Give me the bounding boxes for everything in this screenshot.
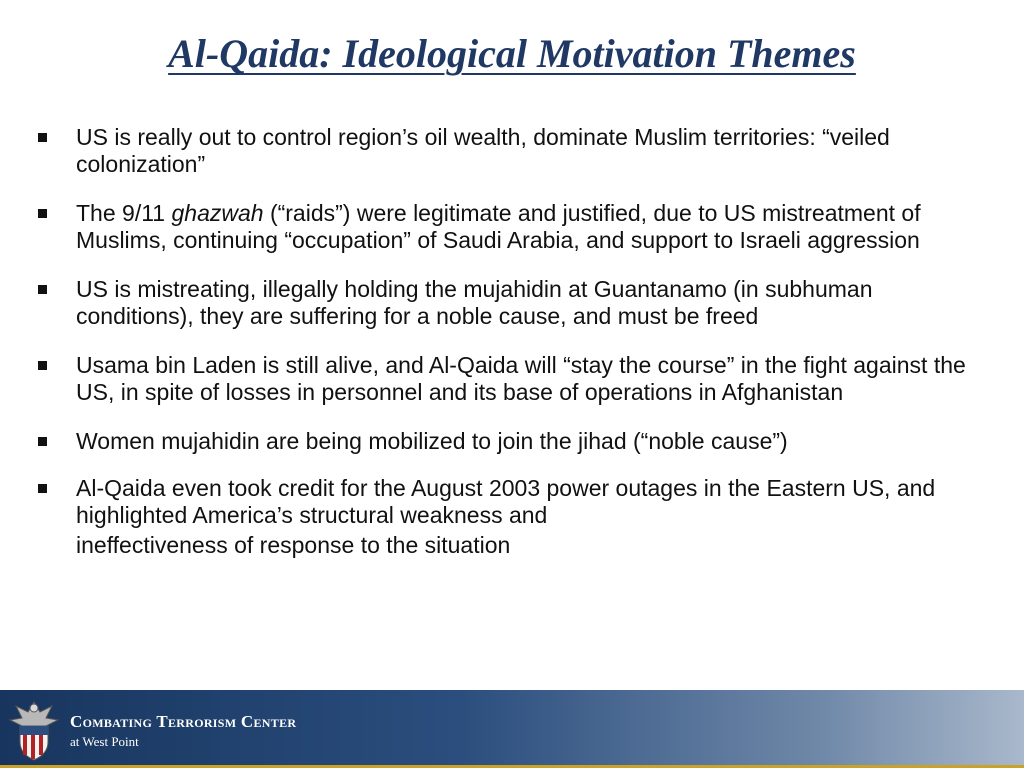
bullet-text: (“raids”) were legitimate and justified, due to US mistreatment of Muslims, continuing “occupation” of Saudi Arabia, and support to Israeli aggression: [76, 200, 921, 253]
bullet-text: Women mujahidin are being mobilized to join the jihad (“noble cause”): [76, 428, 788, 454]
bullet-item: [36, 352, 996, 406]
bullet-text: The 9/11: [76, 200, 172, 226]
square-bullet-icon: [38, 209, 47, 218]
bullet-italic-term: ghazwah: [171, 200, 264, 226]
org-name: Combating Terrorism Center: [70, 712, 297, 731]
bullet-item: [36, 475, 996, 561]
bullet-list: [36, 124, 996, 583]
bullet-item: [36, 124, 996, 178]
bullet-text-last-line: ineffectiveness of response to the situation: [76, 532, 511, 558]
slide-title: Al-Qaida: Ideological Motivation Themes: [168, 31, 856, 76]
org-subtitle: at West Point: [70, 734, 139, 749]
square-bullet-icon: [38, 361, 47, 370]
eagle-crest-icon: [6, 698, 62, 762]
square-bullet-icon: [38, 484, 47, 493]
square-bullet-icon: [38, 285, 47, 294]
bullet-text: Usama bin Laden is still alive, and Al-Qaida will “stay the course” in the fight against the US, in spite of losses in personnel and its base of operations in Afghanistan: [76, 352, 966, 405]
bullet-item: [36, 428, 996, 455]
square-bullet-icon: [38, 133, 47, 142]
bullet-item: [36, 276, 996, 330]
footer-banner: [0, 690, 1024, 768]
square-bullet-icon: [38, 437, 47, 446]
bullet-text: US is mistreating, illegally holding the mujahidin at Guantanamo (in subhuman conditions), they are suffering for a noble cause, and must be freed: [76, 276, 873, 329]
bullet-text: Al-Qaida even took credit for the August 2003 power outages in the Eastern US, and highlighted America’s structural weakness and: [76, 475, 936, 528]
bullet-text: US is really out to control region’s oil wealth, dominate Muslim territories: “veiled colonization”: [76, 124, 890, 177]
bullet-item: [36, 200, 996, 254]
